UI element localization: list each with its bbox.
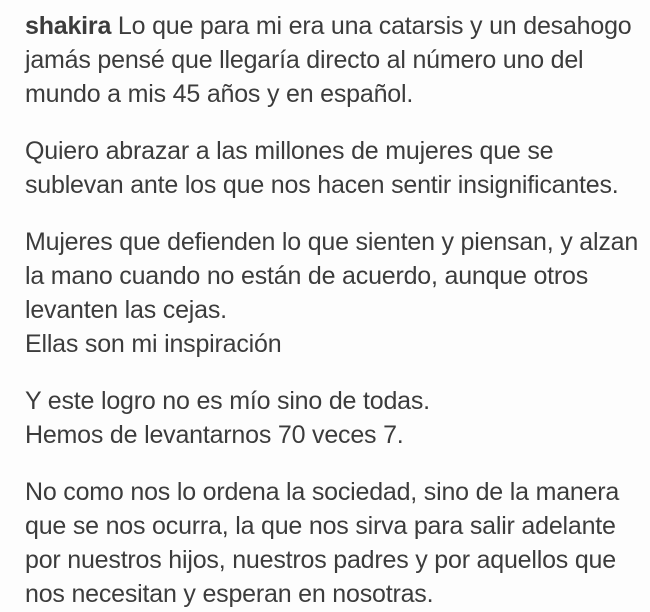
caption-line: No como nos lo ordena la sociedad, sino de la manera <box>25 478 620 506</box>
caption-line: Hemos de levantarnos 70 veces 7. <box>25 421 404 449</box>
caption-line: por nuestros hijos, nuestros padres y por aquellos que <box>25 546 616 574</box>
caption-paragraph <box>25 225 639 361</box>
caption-line: Quiero abrazar a las millones de mujeres que se <box>25 137 554 165</box>
caption-paragraph <box>25 384 632 452</box>
caption-line: shakira Lo que para mi era una catarsis y un desahogo <box>25 12 632 40</box>
caption-line: la mano cuando no están de acuerdo, aunque otros <box>25 262 589 290</box>
caption-paragraph <box>25 9 632 111</box>
caption-line: levanten las cejas. <box>25 296 227 324</box>
caption-paragraph <box>25 134 632 202</box>
username-link[interactable]: shakira <box>25 12 112 40</box>
caption-line: nos necesitan y esperan en nosotras. <box>25 580 434 608</box>
caption-line: Ellas son mi inspiración <box>25 330 282 358</box>
caption-line: que se nos ocurra, la que nos sirva para salir adelante <box>25 512 616 540</box>
caption-line: mundo a mis 45 años y en español. <box>25 80 414 108</box>
caption-line: sublevan ante los que nos hacen sentir insignificantes. <box>25 171 619 199</box>
caption-line: Y este logro no es mío sino de todas. <box>25 387 430 415</box>
caption-line: Mujeres que defienden lo que sienten y piensan, y alzan <box>25 228 639 256</box>
caption-line: jamás pensé que llegaría directo al número uno del <box>25 46 584 74</box>
caption-paragraph <box>25 475 632 611</box>
